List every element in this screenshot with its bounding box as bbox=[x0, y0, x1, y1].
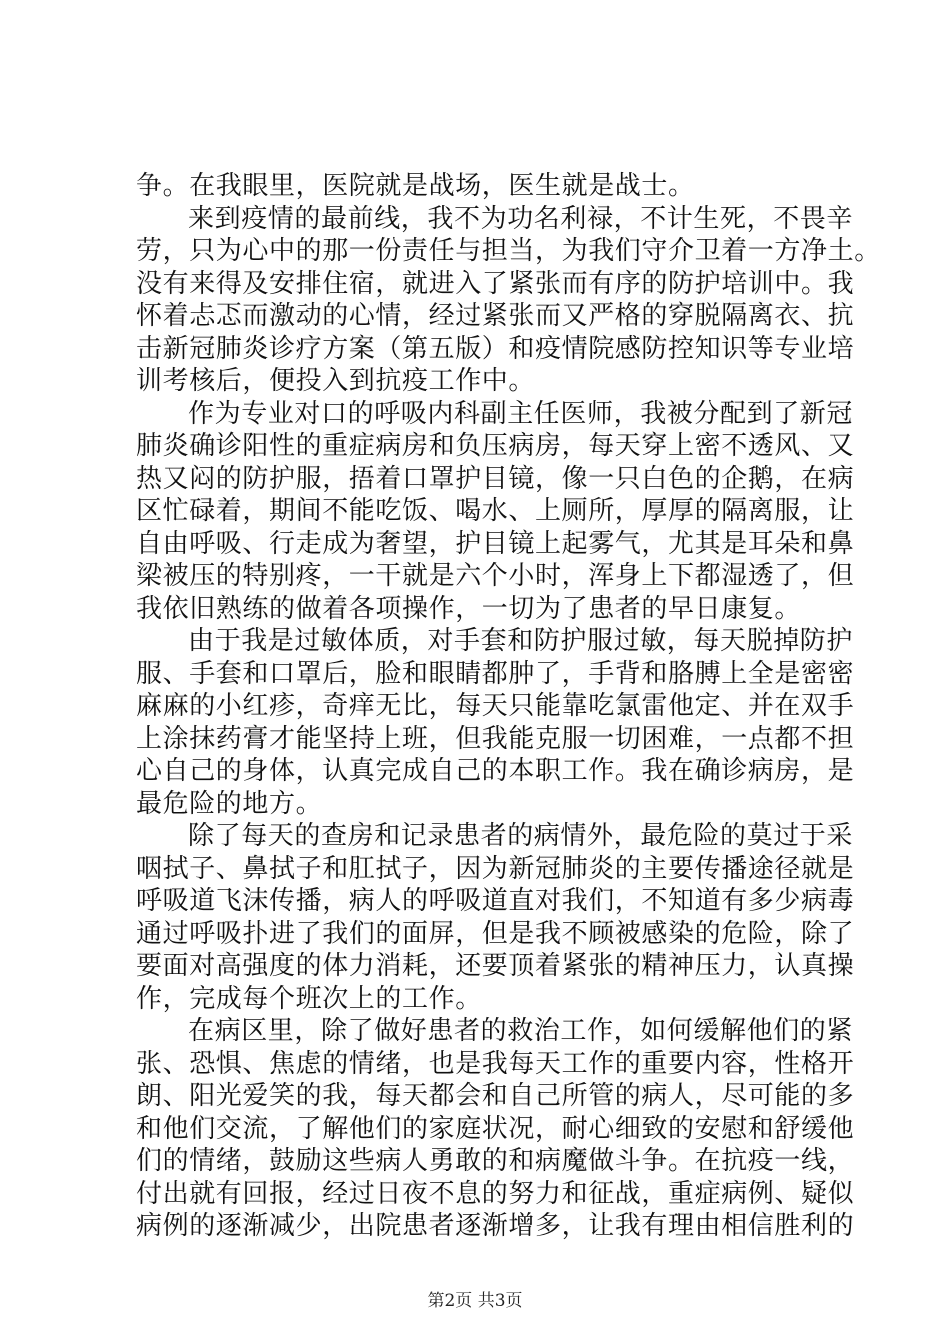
text-line: 劳，只为心中的那一份责任与担当，为我们守介卫着一方净土。 bbox=[136, 236, 881, 266]
page-footer bbox=[0, 1286, 950, 1311]
paragraph-first-line: 除了每天的查房和记录患者的病情外，最危险的莫过于采 bbox=[188, 821, 854, 851]
text-line: 张、恐惧、焦虑的情绪，也是我每天工作的重要内容，性格开 bbox=[136, 1048, 855, 1079]
page-number-label: 第2页 共3页 bbox=[427, 1291, 523, 1311]
text-line: 自由呼吸、行走成为奢望，护目镜上起雾气，尤其是耳朵和鼻 bbox=[136, 528, 855, 559]
text-line: 梁被压的特别疼，一干就是六个小时，浑身上下都湿透了，但 bbox=[136, 561, 855, 591]
paragraph-first-line: 在病区里，除了做好患者的救治工作，如何缓解他们的紧 bbox=[188, 1016, 854, 1046]
paragraph-first-line: 由于我是过敏体质，对手套和防护服过敏，每天脱掉防护 bbox=[188, 626, 854, 656]
text-line: 肺炎确诊阳性的重症病房和负压病房，每天穿上密不透风、又 bbox=[136, 431, 855, 461]
text-line: 怀着忐忑而激动的心情，经过紧张而又严格的穿脱隔离衣、抗 bbox=[136, 301, 855, 331]
text-line: 没有来得及安排住宿，就进入了紧张而有序的防护培训中。我 bbox=[136, 268, 855, 299]
text-line: 要面对高强度的体力消耗，还要顶着紧张的精神压力，认真操 bbox=[136, 951, 855, 981]
text-line: 争。在我眼里，医院就是战场，医生就是战士。 bbox=[136, 171, 695, 201]
text-line: 训考核后，便投入到抗疫工作中。 bbox=[136, 366, 536, 396]
text-line: 病例的逐渐减少，出院患者逐渐增多，让我有理由相信胜利的 bbox=[136, 1211, 855, 1241]
text-line: 作，完成每个班次上的工作。 bbox=[136, 983, 482, 1014]
text-line: 和他们交流，了解他们的家庭状况，耐心细致的安慰和舒缓他 bbox=[136, 1113, 855, 1144]
paragraph-first-line: 来到疫情的最前线，我不为功名利禄，不计生死，不畏辛 bbox=[188, 203, 854, 234]
text-line: 上涂抹药膏才能坚持上班，但我能克服一切困难，一点都不担 bbox=[136, 723, 855, 754]
text-line: 我依旧熟练的做着各项操作，一切为了患者的早日康复。 bbox=[136, 593, 802, 624]
text-line: 心自己的身体，认真完成自己的本职工作。我在确诊病房，是 bbox=[136, 756, 855, 786]
text-line: 服、手套和口罩后，脸和眼睛都肿了，手背和胳膊上全是密密 bbox=[136, 658, 855, 689]
text-line: 付出就有回报，经过日夜不息的努力和征战，重症病例、疑似 bbox=[136, 1178, 855, 1209]
text-line: 击新冠肺炎诊疗方案（第五版）和疫情院感防控知识等专业培 bbox=[136, 333, 855, 364]
text-line: 最危险的地方。 bbox=[136, 788, 323, 819]
text-line: 呼吸道飞沫传播，病人的呼吸道直对我们，不知道有多少病毒 bbox=[136, 886, 855, 916]
text-line: 朗、阳光爱笑的我，每天都会和自己所管的病人，尽可能的多 bbox=[136, 1081, 855, 1111]
text-line: 们的情绪，鼓励这些病人勇敢的和病魔做斗争。在抗疫一线， bbox=[136, 1146, 855, 1176]
text-line: 麻麻的小红疹，奇痒无比，每天只能靠吃氯雷他定、并在双手 bbox=[136, 691, 855, 721]
text-line: 通过呼吸扑进了我们的面屏，但是我不顾被感染的危险，除了 bbox=[136, 918, 855, 949]
document-body bbox=[136, 170, 881, 1243]
paragraph-first-line: 作为专业对口的呼吸内科副主任医师，我被分配到了新冠 bbox=[188, 398, 854, 429]
text-line: 热又闷的防护服，捂着口罩护目镜，像一只白色的企鹅，在病 bbox=[136, 463, 855, 494]
text-line: 区忙碌着，期间不能吃饭、喝水、上厕所，厚厚的隔离服，让 bbox=[136, 496, 855, 526]
text-line: 咽拭子、鼻拭子和肛拭子，因为新冠肺炎的主要传播途径就是 bbox=[136, 853, 855, 884]
